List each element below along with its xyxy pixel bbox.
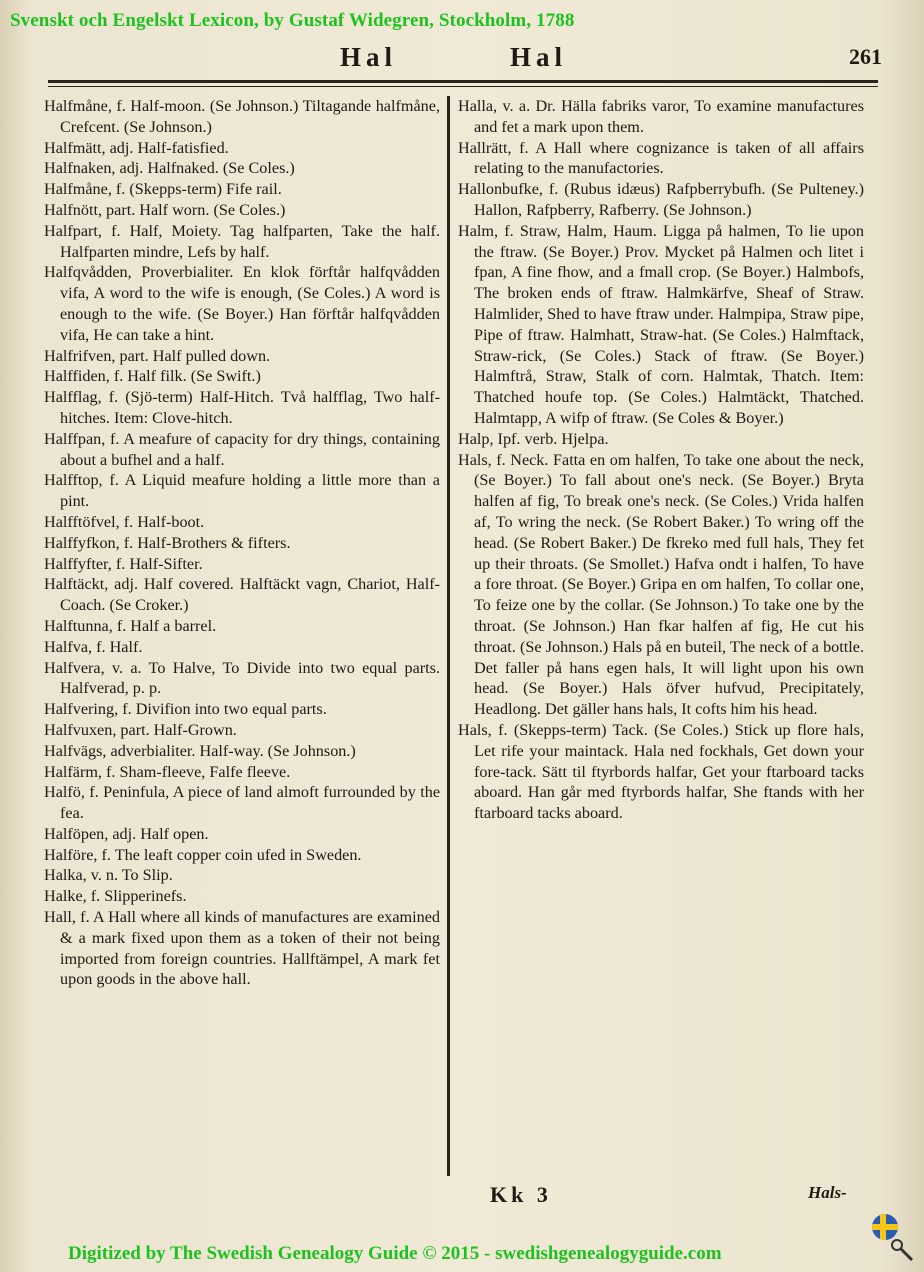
dictionary-entry: Halfvägs, adverbialiter. Half-way. (Se Johnson.) bbox=[44, 741, 356, 760]
dictionary-entry: Hall, f. A Hall where all kinds of manufactures are examined & a mark fixed upon them as a token of their not being imported from foreign countries. Hallftämpel, A mark fet upon goods in the above hall. bbox=[44, 908, 440, 989]
bottom-watermark-banner: Digitized by The Swedish Genealogy Guide © 2015 - swedishgenealogyguide.com bbox=[68, 1243, 722, 1264]
dictionary-entry: Halfmätt, adj. Half-fatisfied. bbox=[44, 138, 229, 157]
dictionary-entry: Halp, Ipf. verb. Hjelpa. bbox=[458, 429, 609, 448]
dictionary-entry: Halfärm, f. Sham-fleeve, Falfe fleeve. bbox=[44, 762, 291, 781]
dictionary-entry: Halfnaken, adj. Halfnaked. (Se Coles.) bbox=[44, 159, 295, 178]
header-left-word: Hal bbox=[340, 42, 398, 72]
dictionary-entry: Halffyfter, f. Half-Sifter. bbox=[44, 554, 203, 573]
dictionary-entry: Halföpen, adj. Half open. bbox=[44, 824, 209, 843]
dictionary-entry: Halföre, f. The leaft copper coin ufed in Sweden. bbox=[44, 845, 362, 864]
left-column bbox=[44, 96, 440, 990]
dictionary-entry: Halfnött, part. Half worn. (Se Coles.) bbox=[44, 200, 286, 219]
header-rule-thin bbox=[48, 86, 878, 87]
right-column bbox=[458, 96, 864, 824]
dictionary-entry: Halfftöfvel, f. Half-boot. bbox=[44, 512, 205, 531]
column-divider bbox=[447, 96, 450, 1176]
dictionary-entry: Halke, f. Slipperinefs. bbox=[44, 887, 187, 906]
dictionary-entry: Halfrifven, part. Half pulled down. bbox=[44, 346, 271, 365]
dictionary-entry: Halfö, f. Peninfula, A piece of land almoft furrounded by the fea. bbox=[44, 783, 440, 823]
dictionary-entry: Halfvering, f. Divifion into two equal parts. bbox=[44, 700, 327, 719]
swedish-flag-icon bbox=[872, 1214, 898, 1240]
dictionary-entry: Halfftop, f. A Liquid meafure holding a little more than a pint. bbox=[44, 471, 440, 511]
dictionary-entry: Halka, v. n. To Slip. bbox=[44, 866, 173, 885]
dictionary-entry: Halfpart, f. Half, Moiety. Tag halfparten, Take the half. Halfparten mindre, Lefs by half. bbox=[44, 221, 440, 261]
dictionary-entry: Halfva, f. Half. bbox=[44, 637, 143, 656]
dictionary-entry: Halftäckt, adj. Half covered. Halftäckt vagn, Chariot, Half-Coach. (Se Croker.) bbox=[44, 575, 440, 615]
dictionary-entry: Halfqvådden, Proverbialiter. En klok förftår halfqvådden vifa, A word to the wife is enough, (Se Coles.) A word is enough to the wife. (Se Boyer.) Han förftår halfqvådden vifa, He can take a hint. bbox=[44, 263, 440, 344]
dictionary-entry: Hals, f. (Skepps-term) Tack. (Se Coles.) Stick up flore hals, Let rife your maintack. Hala ned fockhals, Get down your fore-tack. Sätt til ftyrbords halfar, Get your ftarboard tacks aboard. Han går med ftyrbords halfar, She ftands with her ftarboard tacks aboard. bbox=[458, 720, 864, 823]
dictionary-entry: Hallonbufke, f. (Rubus idæus) Rafpberrybufh. (Se Pulteney.) Hallon, Rafpberry, Rafberry. (Se Johnson.) bbox=[458, 180, 864, 219]
dictionary-entry: Halfvuxen, part. Half-Grown. bbox=[44, 720, 237, 739]
header-rule bbox=[48, 80, 878, 83]
dictionary-entry: Halftunna, f. Half a barrel. bbox=[44, 616, 217, 635]
dictionary-entry: Halm, f. Straw, Halm, Haum. Ligga på halmen, To lie upon the ftraw. (Se Boyer.) Prov. Mycket på Halmen och litet i fpan, A fine fhow, and a fmall crop. (Se Boyer.) Halmbofs, The broken ends of ftraw. Halmkärfve, Sheaf of Straw. Halmlider, Shed to have ftraw under. Halmpipa, Straw pipe, Pipe of ftraw. Halmhatt, Straw-hat. (Se Coles.) Halmftack, Straw-rick, (Se Coles.) Stack of ftraw. (Se Boyer.) Halmftrå, Straw, Stalk of corn. Halmtak, Thatch. Item: Thatched houfe top. (Se Coles.) Halmtäckt, Thatched. Halmtapp, A wifp of ftraw. (Se Coles & Boyer.) bbox=[458, 221, 864, 427]
dictionary-entry: Halffpan, f. A meafure of capacity for dry things, containing about a bufhel and a half. bbox=[44, 429, 440, 469]
magnifier-icon bbox=[890, 1238, 914, 1262]
dictionary-entry: Halfvera, v. a. To Halve, To Divide into two equal parts. Halfverad, p. p. bbox=[44, 658, 440, 698]
top-watermark-banner: Svenskt och Engelskt Lexicon, by Gustaf Widegren, Stockholm, 1788 bbox=[10, 10, 575, 31]
dictionary-entry: Halfmåne, f. Half-moon. (Se Johnson.) Tiltagande halfmåne, Crefcent. (Se Johnson.) bbox=[44, 97, 440, 136]
dictionary-entry: Halfflag, f. (Sjö-term) Half-Hitch. Två halfflag, Two half-hitches. Item: Clove-hitch. bbox=[44, 388, 440, 427]
page-number: 261 bbox=[849, 44, 882, 69]
header-right-word: Hal bbox=[510, 42, 568, 72]
signature-mark: Kk 3 bbox=[490, 1182, 552, 1207]
catchword: Hals- bbox=[808, 1183, 847, 1202]
dictionary-entry: Halla, v. a. Dr. Hälla fabriks varor, To examine manufactures and fet a mark upon them. bbox=[458, 97, 864, 136]
dictionary-entry: Hallrätt, f. A Hall where cognizance is taken of all affairs relating to the manufactories. bbox=[458, 138, 864, 178]
dictionary-entry: Halffyfkon, f. Half-Brothers & fifters. bbox=[44, 533, 291, 552]
dictionary-entry: Hals, f. Neck. Fatta en om halfen, To take one about the neck, (Se Boyer.) To fall about one's neck. (Se Boyer.) Bryta halfen af fig, To break one's neck. (Se Coles.) Vrida halfen af, To wring the neck. (Se Robert Baker.) To wring off the head. (Se Robert Baker.) De fkreko med full hals, They fet up their throats. (Se Smollet.) Hafva ondt i halfen, To have a fore throat. (Se Boyer.) Gripa en om halfen, To collar one, To feize one by the collar. (Se Johnson.) To take one by the throat. (Se Johnson.) Han fkar halfen af fig, He cut his throat. (Se Johnson.) Hals på en buteil, The neck of a bottle. Det faller på hans egen hals, It will light upon his own head. (Se Boyer.) Hals öfver hufvud, Precipitately, Headlong. Det gäller hans hals, It cofts him his head. bbox=[458, 450, 864, 719]
dictionary-entry: Halfmåne, f. (Skepps-term) Fife rail. bbox=[44, 180, 282, 199]
running-header bbox=[40, 40, 882, 74]
dictionary-entry: Halffiden, f. Half filk. (Se Swift.) bbox=[44, 367, 261, 386]
